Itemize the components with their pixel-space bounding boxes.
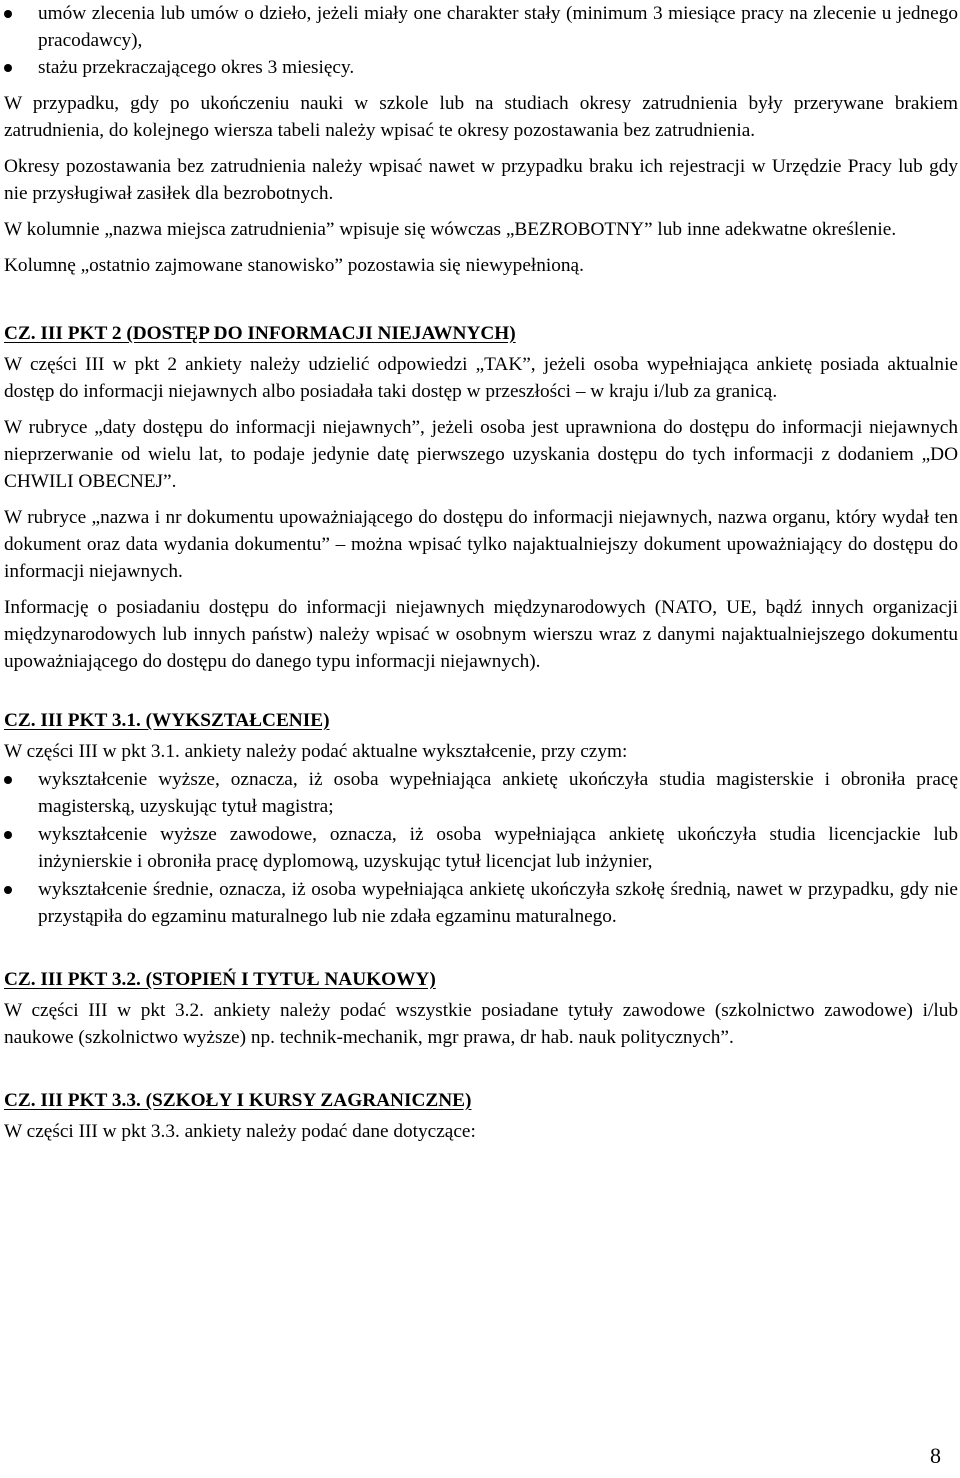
list-item xyxy=(4,876,958,930)
bullet-icon xyxy=(4,886,12,894)
bullet-icon xyxy=(4,831,12,839)
document-page xyxy=(4,0,958,1145)
section-heading: CZ. III PKT 3.2. (STOPIEŃ I TYTUŁ NAUKOWY) xyxy=(4,969,436,990)
paragraph: W części III w pkt 3.3. ankiety należy podać dane dotyczące: xyxy=(4,1121,476,1142)
page-number: 8 xyxy=(930,1443,941,1468)
bullet-text: wykształcenie wyższe zawodowe, oznacza, iż osoba wypełniająca ankietę ukończyła studia licencjackie lub inżynierskie i obroniła pracę dyplomową, uzyskując tytuł licencjat lub inżynier, xyxy=(38,824,958,872)
paragraph: W rubryce „daty dostępu do informacji niejawnych”, jeżeli osoba jest uprawniona do dostępu do informacji niejawnych nieprzerwanie od wielu lat, to podaje jedynie datę pierwszego uzyskania dostępu do tych informacji z dodaniem „DO CHWILI OBECNEJ”. xyxy=(4,417,958,492)
paragraph: Okresy pozostawania bez zatrudnienia należy wpisać nawet w przypadku braku ich rejestracji w Urzędzie Pracy lub gdy nie przysługiwał zasiłek dla bezrobotnych. xyxy=(4,156,958,204)
paragraph: W części III w pkt 2 ankiety należy udzielić odpowiedzi „TAK”, jeżeli osoba wypełniająca ankietę posiada aktualnie dostęp do informacji niejawnych albo posiadała taki dostęp w przeszłości – w kraju i/lub za granicą. xyxy=(4,354,958,402)
paragraph: W części III w pkt 3.1. ankiety należy podać aktualne wykształcenie, przy czym: xyxy=(4,741,628,762)
bullet-icon xyxy=(4,64,12,72)
list-item xyxy=(4,821,958,875)
section-heading: CZ. III PKT 2 (DOSTĘP DO INFORMACJI NIEJAWNYCH) xyxy=(4,323,516,344)
bullet-text: wykształcenie średnie, oznacza, iż osoba wypełniająca ankietę ukończyła szkołę średnią, nawet w przypadku, gdy nie przystąpiła do egzaminu maturalnego lub nie zdała egzaminu maturalnego. xyxy=(38,879,958,927)
bullet-icon xyxy=(4,776,12,784)
bullet-text: umów zlecenia lub umów o dzieło, jeżeli miały one charakter stały (minimum 3 miesiące pracy na zlecenie u jednego pracodawcy), xyxy=(38,3,958,51)
list-item xyxy=(4,0,958,54)
bullet-text: wykształcenie wyższe, oznacza, iż osoba wypełniająca ankietę ukończyła studia magisterskie i obroniła pracę magisterską, uzyskując tytuł magistra; xyxy=(38,769,958,817)
section-heading: CZ. III PKT 3.1. (WYKSZTAŁCENIE) xyxy=(4,710,330,731)
list-item xyxy=(4,54,958,81)
bullet-text: stażu przekraczającego okres 3 miesięcy. xyxy=(38,57,355,78)
bullet-icon xyxy=(4,10,12,18)
section-heading: CZ. III PKT 3.3. (SZKOŁY I KURSY ZAGRANICZNE) xyxy=(4,1090,472,1111)
education-bullet-list xyxy=(4,766,958,930)
paragraph: W części III w pkt 3.2. ankiety należy podać wszystkie posiadane tytuły zawodowe (szkolnictwo zawodowe) i/lub naukowe (szkolnictwo wyższe) np. technik-mechanik, mgr prawa, dr hab. nauk politycznych”. xyxy=(4,1000,958,1048)
paragraph: W rubryce „nazwa i nr dokumentu upoważniającego do dostępu do informacji niejawnych, nazwa organu, który wydał ten dokument oraz data wydania dokumentu” – można wpisać tylko najaktualniejszy dokument upoważniający do dostępu do informacji niejawnych. xyxy=(4,507,958,582)
paragraph: Informację o posiadaniu dostępu do informacji niejawnych międzynarodowych (NATO, UE, bądź innych organizacji międzynarodowych lub innych państw) należy wpisać w osobnym wierszu wraz z danymi najaktualniejszego dokumentu upoważniającego do dostępu do danego typu informacji niejawnych). xyxy=(4,597,958,672)
intro-bullet-list xyxy=(4,0,958,81)
paragraph: W przypadku, gdy po ukończeniu nauki w szkole lub na studiach okresy zatrudnienia były przerywane brakiem zatrudnienia, do kolejnego wiersza tabeli należy wpisać te okresy pozostawania bez zatrudnienia. xyxy=(4,93,958,141)
list-item xyxy=(4,766,958,820)
paragraph: Kolumnę „ostatnio zajmowane stanowisko” pozostawia się niewypełnioną. xyxy=(4,255,584,276)
paragraph: W kolumnie „nazwa miejsca zatrudnienia” wpisuje się wówczas „BEZROBOTNY” lub inne adekwatne określenie. xyxy=(4,219,897,240)
